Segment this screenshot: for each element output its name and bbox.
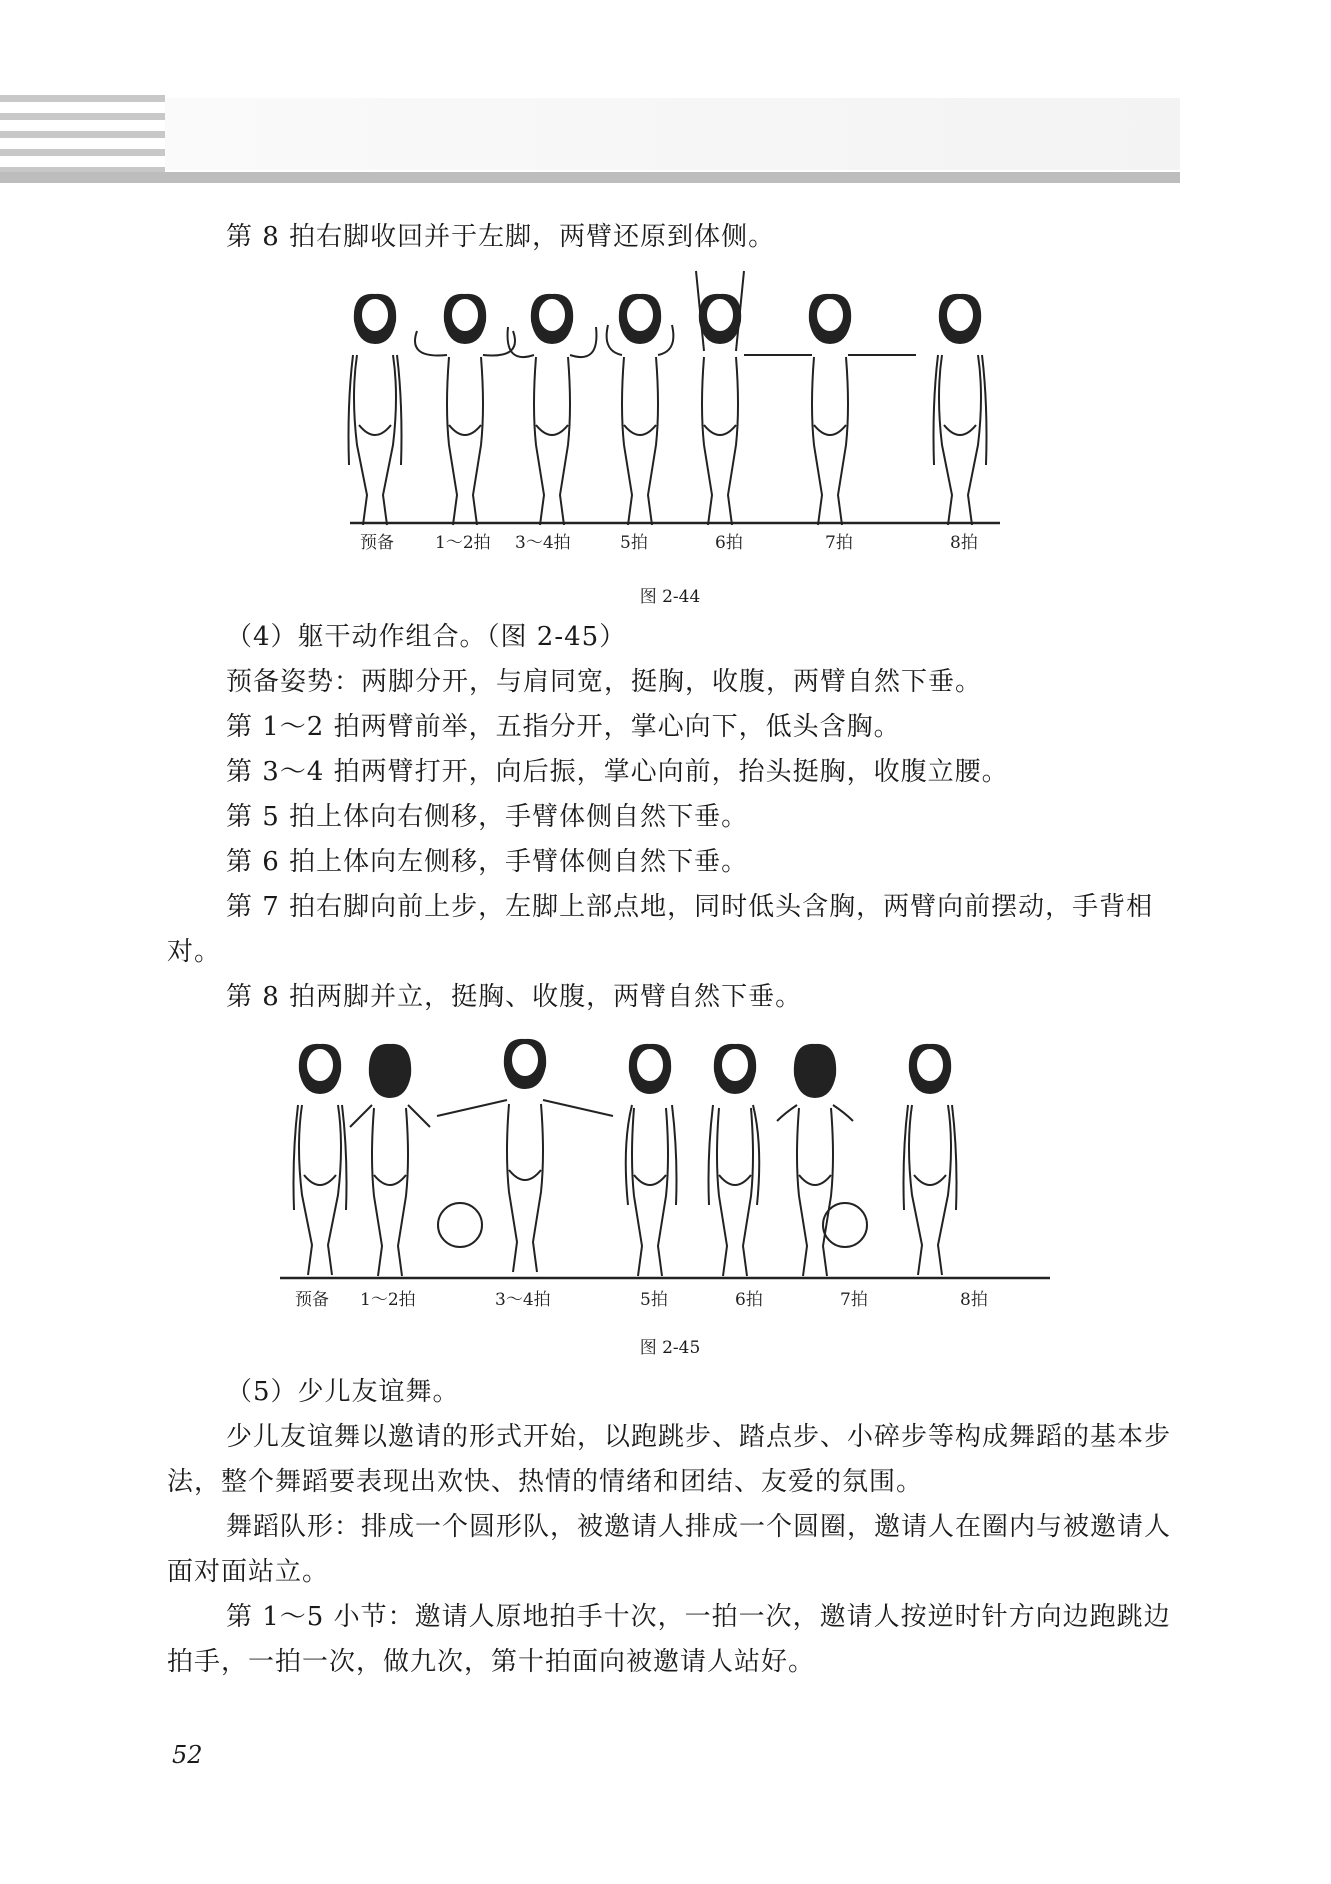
figure-2-44 xyxy=(330,265,1010,565)
paragraph: 第 8 拍右脚收回并于左脚，两臂还原到体侧。 xyxy=(226,222,776,252)
dancer-figure xyxy=(508,295,597,525)
dancer-figure xyxy=(350,1045,430,1276)
figure-caption: 图 2-45 xyxy=(639,1338,701,1358)
beat-label: 7拍 xyxy=(840,1290,868,1310)
dancer-figure xyxy=(904,1045,957,1275)
beat-label: 7拍 xyxy=(825,533,853,553)
paragraph: 第 7 拍右脚向前上步，左脚上部点地，同时低头含胸，两臂向前摆动，手背相对。 xyxy=(167,892,1154,967)
paragraph: 第 1～5 小节：邀请人原地拍手十次，一拍一次，邀请人按逆时针方向边跑跳边拍手，一拍一次，做九次，第十拍面向被邀请人站好。 xyxy=(167,1602,1171,1677)
dancer-figure xyxy=(934,295,987,525)
detail-circle xyxy=(438,1203,482,1247)
dancer-figure xyxy=(696,271,744,525)
dancer-figure xyxy=(415,295,515,525)
dancer-figure xyxy=(777,1045,853,1276)
beat-label: 3～4拍 xyxy=(515,533,571,553)
paragraph: 第 5 拍上体向右侧移，手臂体侧自然下垂。 xyxy=(226,802,749,832)
beat-label: 3～4拍 xyxy=(495,1290,551,1310)
header-shade xyxy=(165,98,1180,170)
beat-label: 1～2拍 xyxy=(435,533,491,553)
dancer-figure xyxy=(709,1045,760,1276)
dancer-figure xyxy=(744,295,916,525)
paragraph: 第 3～4 拍两臂打开，向后振，掌心向前，抬头挺胸，收腹立腰。 xyxy=(226,757,1009,787)
paragraph: 预备姿势：两脚分开，与肩同宽，挺胸，收腹，两臂自然下垂。 xyxy=(226,667,983,697)
beat-label: 8拍 xyxy=(950,533,978,553)
figure-2-45 xyxy=(280,1020,1060,1320)
header-stripe xyxy=(0,113,165,120)
beat-label: 6拍 xyxy=(735,1290,763,1310)
header-rule xyxy=(0,172,1180,183)
paragraph: 第 1～2 拍两臂前举，五指分开，掌心向下，低头含胸。 xyxy=(226,712,901,742)
header-stripe xyxy=(0,149,165,156)
beat-label: 预备 xyxy=(360,533,394,553)
beat-label: 5拍 xyxy=(620,533,648,553)
page-number: 52 xyxy=(172,1741,203,1769)
paragraph: 舞蹈队形：排成一个圆形队，被邀请人排成一个圆圈，邀请人在圈内与被邀请人面对面站立。 xyxy=(167,1512,1172,1587)
dancer-figure xyxy=(607,295,674,525)
beat-label: 5拍 xyxy=(640,1290,668,1310)
beat-label: 预备 xyxy=(295,1290,329,1310)
dancer-figure xyxy=(626,1045,677,1276)
paragraph: 少儿友谊舞以邀请的形式开始，以跑跳步、踏点步、小碎步等构成舞蹈的基本步法，整个舞蹈要表现出欢快、热情的情绪和团结、友爱的氛围。 xyxy=(167,1422,1172,1497)
dancer-figure xyxy=(349,295,402,525)
paragraph: （4）躯干动作组合。（图 2-45） xyxy=(226,622,627,652)
paragraph: 第 6 拍上体向左侧移，手臂体侧自然下垂。 xyxy=(226,847,749,877)
header-stripe xyxy=(0,95,165,102)
paragraph: （5）少儿友谊舞。 xyxy=(226,1377,460,1407)
header-stripe xyxy=(0,131,165,138)
figure-caption: 图 2-44 xyxy=(639,587,701,607)
paragraph: 第 8 拍两脚并立，挺胸、收腹，两臂自然下垂。 xyxy=(226,982,803,1012)
dancer-figure xyxy=(437,1040,613,1272)
dancer-figure xyxy=(294,1045,347,1275)
beat-label: 6拍 xyxy=(715,533,743,553)
beat-label: 1～2拍 xyxy=(360,1290,416,1310)
beat-label: 8拍 xyxy=(960,1290,988,1310)
